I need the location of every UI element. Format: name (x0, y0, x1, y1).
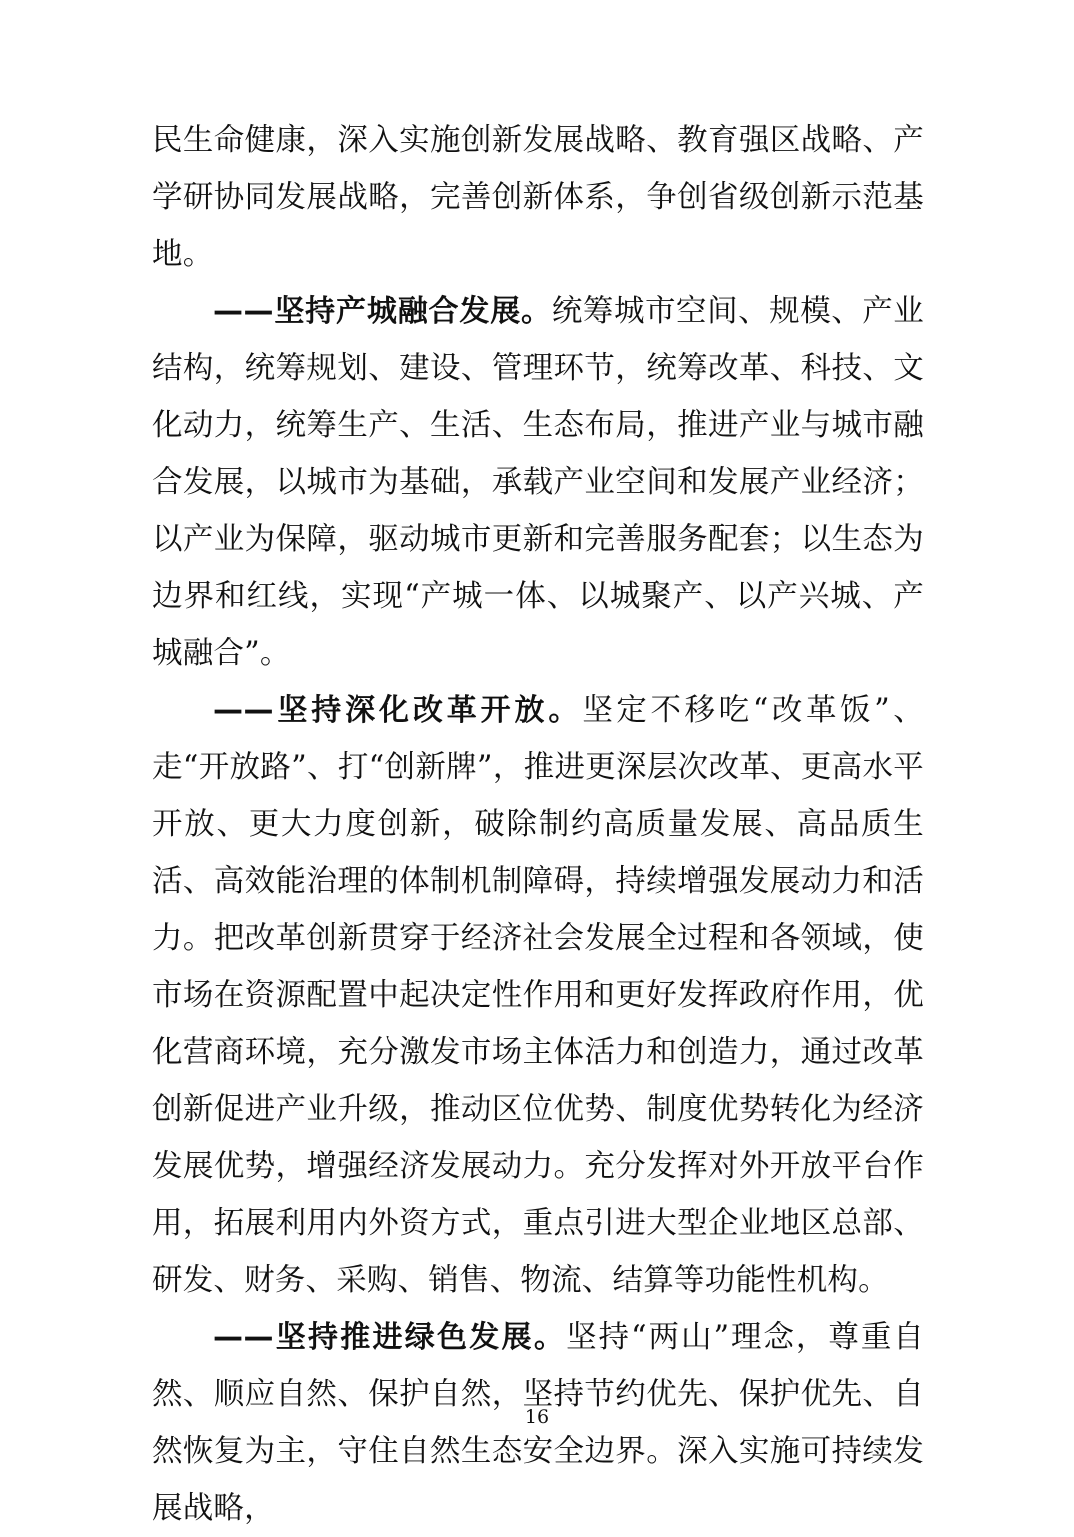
paragraph (152, 682, 924, 1309)
paragraph (152, 283, 924, 682)
paragraph-text: 民生命健康，深入实施创新发展战略、教育强区战略、产学研协同发展战略，完善创新体系，争创省级创新示范基地。 (152, 123, 924, 272)
paragraph-lead: ——坚持深化改革开放。 (213, 693, 583, 728)
page-number: 16 (524, 1406, 550, 1428)
paragraph-text: 坚持“两山”理念，尊重自然、顺应自然、保护自然，坚持节约优先、保护优先、自然恢复为主，守住自然生态安全边界。深入实施可持续发展战略， (152, 1320, 924, 1526)
paragraph-text: 统筹城市空间、规模、产业结构，统筹规划、建设、管理环节，统筹改革、科技、文化动力，统筹生产、生活、生态布局，推进产业与城市融合发展，以城市为基础，承载产业空间和发展产业经济；以产业为保障，驱动城市更新和完善服务配套；以生态为边界和红线，实现“产城一体、以城聚产、以产兴城、产城融合”。 (152, 294, 925, 671)
paragraph (152, 112, 924, 283)
page-body (152, 112, 924, 1537)
paragraph-lead: ——坚持产城融合发展。 (213, 294, 552, 329)
paragraph-lead: ——坚持推进绿色发展。 (213, 1320, 567, 1355)
paragraph-text: 坚定不移吃“改革饭”、走“开放路”、打“创新牌”，推进更深层次改革、更高水平开放、更大力度创新，破除制约高质量发展、高品质生活、高效能治理的体制机制障碍，持续增强发展动力和活力。把改革创新贯穿于经济社会发展全过程和各领域，使市场在资源配置中起决定性作用和更好发挥政府作用，优化营商环境，充分激发市场主体活力和创造力，通过改革创新促进产业升级，推动区位优势、制度优势转化为经济发展优势，增强经济发展动力。充分发挥对外开放平台作用，拓展利用内外资方式，重点引进大型企业地区总部、研发、财务、采购、销售、物流、结算等功能性机构。 (152, 693, 925, 1298)
